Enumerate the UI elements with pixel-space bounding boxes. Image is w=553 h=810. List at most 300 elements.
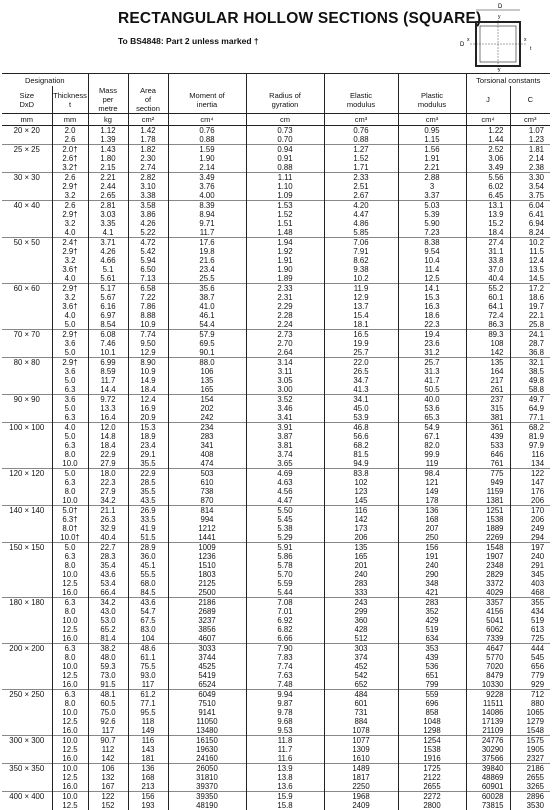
i-cell (168, 690, 246, 736)
cell-value: 90.7 (89, 736, 128, 745)
cell-value: 3530 (511, 801, 545, 810)
mass-cell (88, 395, 128, 423)
cell-value: 11.7 (247, 745, 324, 754)
zp-cell (398, 690, 466, 736)
cell-value: 27.9 (89, 487, 128, 496)
j-cell (466, 145, 510, 173)
cell-value: 167 (89, 782, 128, 791)
ze-cell (324, 173, 398, 201)
cell-value: 116 (129, 736, 168, 745)
cell-value: 95.5 (129, 708, 168, 717)
cell-value: 5.38 (247, 524, 324, 533)
ze-cell (324, 284, 398, 330)
cell-value: 428 (325, 625, 398, 634)
cell-value: 48190 (169, 801, 246, 810)
cell-value: 1548 (467, 543, 504, 552)
area-cell (128, 736, 168, 764)
cell-value: 7.74 (129, 330, 168, 339)
cell-value: 3.41 (247, 413, 324, 422)
r-cell (246, 173, 324, 201)
cell-value: 65.2 (89, 625, 128, 634)
cell-value: 5419 (169, 671, 246, 680)
cell-value: 3.38 (129, 191, 168, 200)
size-cell: 180 × 180 (2, 598, 52, 644)
cell-value: 452 (325, 662, 398, 671)
area-cell (128, 764, 168, 792)
cell-value: 83.0 (129, 625, 168, 634)
cell-value: 1.90 (169, 154, 246, 163)
size-cell: 120 × 120 (2, 469, 52, 506)
cell-value: 0.88 (169, 135, 246, 144)
cell-value: 1.23 (511, 135, 545, 144)
column-unit-j: cm⁴ (466, 114, 510, 126)
cell-value: 929 (511, 680, 545, 689)
cell-value: 25.7 (325, 348, 398, 357)
cell-value: 102 (325, 478, 398, 487)
cell-value: 5.22 (129, 228, 168, 237)
table-row (2, 126, 550, 145)
cell-value: 13480 (169, 726, 246, 735)
table-row (2, 423, 550, 469)
cell-value: 41.3 (325, 385, 398, 394)
cell-value: 156 (399, 543, 466, 552)
c-cell (510, 284, 550, 330)
cell-value: 2.33 (325, 173, 398, 182)
zp-cell (398, 543, 466, 598)
cell-value: 7.22 (129, 293, 168, 302)
cell-value: 26.3 (89, 515, 128, 524)
i-cell (168, 330, 246, 358)
cell-value: 39370 (169, 782, 246, 791)
cell-value: 25.8 (511, 320, 545, 329)
cell-value: 55.5 (129, 570, 168, 579)
cell-value: 1548 (511, 726, 545, 735)
cell-value: 3.71 (89, 238, 128, 247)
cell-value: 1.80 (89, 154, 128, 163)
mass-cell (88, 690, 128, 736)
cell-value: 32.1 (511, 358, 545, 367)
cell-value: 10.2 (511, 238, 545, 247)
cell-value: 57.9 (169, 330, 246, 339)
cell-value: 1381 (467, 496, 504, 505)
table-row (2, 145, 550, 173)
t-cell (52, 506, 88, 543)
cell-value: 3.91 (247, 423, 324, 432)
cell-value: 2409 (325, 801, 398, 810)
cell-value: 34.2 (89, 496, 128, 505)
cell-value: 6.3 (53, 441, 88, 450)
cell-value: 31810 (169, 773, 246, 782)
cell-value: 9.94 (247, 690, 324, 699)
column-header-j: J (466, 86, 510, 114)
cell-value: 30290 (467, 745, 504, 754)
cell-value: 7.23 (399, 228, 466, 237)
cell-value: 54.9 (399, 423, 466, 432)
cell-value: 5.42 (129, 247, 168, 256)
mass-cell (88, 284, 128, 330)
zp-cell (398, 358, 466, 395)
cell-value: 3.58 (129, 201, 168, 210)
t-cell (52, 330, 88, 358)
cell-value: 156 (129, 792, 168, 801)
cell-value: 13.5 (511, 265, 545, 274)
cell-value: 8.0 (53, 607, 88, 616)
r-cell (246, 201, 324, 238)
cell-value: 2327 (511, 754, 545, 763)
cell-value: 154 (169, 395, 246, 404)
area-cell (128, 506, 168, 543)
cell-value: 3.86 (129, 210, 168, 219)
cell-value: 12.5 (53, 745, 88, 754)
cell-value: 7020 (467, 662, 504, 671)
area-cell (128, 690, 168, 736)
cell-value: 2.38 (511, 163, 545, 172)
cell-value: 10330 (467, 680, 504, 689)
cell-value: 444 (511, 644, 545, 653)
cell-value: 4.0 (53, 228, 88, 237)
cell-value: 142 (325, 515, 398, 524)
cell-value: 23.6 (399, 339, 466, 348)
cell-value: 40.4 (467, 274, 504, 283)
cell-value: 8.24 (511, 228, 545, 237)
mass-cell (88, 644, 128, 690)
j-cell (466, 506, 510, 543)
t-cell (52, 395, 88, 423)
cell-value: 0.88 (247, 163, 324, 172)
cell-value: 13.9 (467, 210, 504, 219)
i-cell (168, 423, 246, 469)
cell-value: 142 (89, 754, 128, 763)
ze-cell (324, 423, 398, 469)
mass-cell (88, 238, 128, 284)
i-cell (168, 764, 246, 792)
cell-value: 333 (325, 588, 398, 597)
cell-value: 15.3 (399, 293, 466, 302)
cell-value: 7339 (467, 634, 504, 643)
cell-value: 949 (467, 478, 504, 487)
cell-value: 3033 (169, 644, 246, 653)
cell-value: 5.0 (53, 348, 88, 357)
size-cell: 150 × 150 (2, 543, 52, 598)
cell-value: 48.1 (89, 690, 128, 699)
table-row (2, 358, 550, 395)
cell-value: 3.30 (511, 173, 545, 182)
cell-value: 16.0 (53, 634, 88, 643)
cell-value: 3.06 (467, 154, 504, 163)
cell-value: 193 (129, 801, 168, 810)
ze-cell (324, 395, 398, 423)
t-cell (52, 145, 88, 173)
cell-value: 779 (511, 671, 545, 680)
cell-value: 206 (511, 515, 545, 524)
cell-value: 2.9† (53, 210, 88, 219)
cell-value: 1.94 (247, 238, 324, 247)
cell-value: 408 (169, 450, 246, 459)
cell-value: 355 (511, 598, 545, 607)
cell-value: 206 (511, 496, 545, 505)
cell-value: 61.2 (129, 690, 168, 699)
cell-value: 3.75 (511, 191, 545, 200)
cell-value: 64.9 (511, 404, 545, 413)
cell-value: 1.09 (247, 191, 324, 200)
ze-cell (324, 126, 398, 145)
j-cell (466, 469, 510, 506)
cell-value: 6.04 (511, 201, 545, 210)
t-cell (52, 238, 88, 284)
size-cell: 100 × 100 (2, 423, 52, 469)
cell-value: 3.03 (89, 210, 128, 219)
cell-value: 15.3 (129, 423, 168, 432)
ze-cell (324, 764, 398, 792)
cell-value: 43.6 (129, 598, 168, 607)
table-row (2, 690, 550, 736)
i-cell (168, 506, 246, 543)
cell-value: 8.39 (169, 201, 246, 210)
cell-value: 3.74 (247, 450, 324, 459)
cell-value: 2.0 (53, 126, 88, 135)
cell-value: 5.56 (467, 173, 504, 182)
t-cell (52, 543, 88, 598)
cell-value: 3.54 (511, 182, 545, 191)
c-cell (510, 173, 550, 201)
cell-value: 2.14 (511, 154, 545, 163)
t-cell (52, 644, 88, 690)
cell-value: 1.91 (247, 256, 324, 265)
cell-value: 1725 (399, 764, 466, 773)
cell-value: 82.0 (399, 441, 466, 450)
mass-cell (88, 506, 128, 543)
cell-value: 381 (467, 413, 504, 422)
cell-value: 4647 (467, 644, 504, 653)
cell-value: 20.9 (129, 413, 168, 422)
cell-value: 2896 (511, 792, 545, 801)
cell-value: 21.6 (169, 256, 246, 265)
t-cell (52, 736, 88, 764)
cell-value: 731 (325, 708, 398, 717)
cell-value: 46.8 (325, 423, 398, 432)
cell-value: 60.1 (467, 293, 504, 302)
mass-cell (88, 543, 128, 598)
zp-cell (398, 238, 466, 284)
mass-cell (88, 423, 128, 469)
c-cell (510, 469, 550, 506)
cell-value: 19630 (169, 745, 246, 754)
i-cell (168, 736, 246, 764)
cell-value: 145 (325, 496, 398, 505)
j-cell (466, 690, 510, 736)
cell-value: 421 (399, 588, 466, 597)
area-cell (128, 543, 168, 598)
cell-value: 2.74 (129, 163, 168, 172)
cell-value: 2.9† (53, 247, 88, 256)
cell-value: 117 (129, 680, 168, 689)
cell-value: 2.65 (89, 191, 128, 200)
cell-value: 9.78 (247, 708, 324, 717)
cell-value: 25.5 (169, 274, 246, 283)
cell-value: 4.0 (53, 311, 88, 320)
cell-value: 2.51 (325, 182, 398, 191)
cell-value: 19.9 (325, 339, 398, 348)
cell-value: 16150 (169, 736, 246, 745)
cell-value: 18.1 (325, 320, 398, 329)
j-cell (466, 764, 510, 792)
cell-value: 4525 (169, 662, 246, 671)
cell-value: 1.22 (467, 126, 504, 135)
cell-value: 26050 (169, 764, 246, 773)
cell-value: 1065 (511, 708, 545, 717)
cell-value: 5.78 (247, 561, 324, 570)
cell-value: 2.0† (53, 145, 88, 154)
r-cell (246, 330, 324, 358)
cell-value: 6524 (169, 680, 246, 689)
cell-value: 11.7 (169, 228, 246, 237)
cell-value: 2272 (399, 792, 466, 801)
zp-cell (398, 764, 466, 792)
cell-value: 28.5 (129, 478, 168, 487)
size-cell: 200 × 200 (2, 644, 52, 690)
column-unit-area: cm² (128, 114, 168, 126)
cell-value: 10.0 (53, 570, 88, 579)
cell-value: 3.2 (53, 293, 88, 302)
cell-value: 519 (511, 616, 545, 625)
cell-value: 32.9 (89, 524, 128, 533)
cell-value: 16.5 (325, 330, 398, 339)
cell-value: 10.1 (89, 348, 128, 357)
cell-value: 8.54 (89, 320, 128, 329)
cell-value: 0.94 (247, 145, 324, 154)
cell-value: 294 (511, 533, 545, 542)
cell-value: 2.15 (89, 163, 128, 172)
ze-cell (324, 792, 398, 810)
cell-value: 46.1 (169, 311, 246, 320)
size-cell: 90 × 90 (2, 395, 52, 423)
cell-value: 5.59 (247, 579, 324, 588)
cell-value: 2.31 (247, 293, 324, 302)
cell-value: 13.7 (325, 302, 398, 311)
cell-value: 3.14 (247, 358, 324, 367)
cell-value: 3.6 (53, 339, 88, 348)
cell-value: 1.11 (247, 173, 324, 182)
zp-cell (398, 173, 466, 201)
cell-value: 53.9 (325, 413, 398, 422)
j-cell (466, 598, 510, 644)
cell-value: 5.03 (399, 201, 466, 210)
cell-value: 22.0 (325, 358, 398, 367)
cell-value: 28.9 (129, 543, 168, 552)
size-cell: 300 × 300 (2, 736, 52, 764)
cell-value: 122 (89, 792, 128, 801)
cell-value: 799 (399, 680, 466, 689)
cell-value: 117 (89, 726, 128, 735)
cell-value: 8.62 (325, 256, 398, 265)
c-cell (510, 358, 550, 395)
i-cell (168, 644, 246, 690)
cell-value: 122 (511, 469, 545, 478)
cell-value: 92.6 (89, 717, 128, 726)
cell-value: 3.49 (169, 173, 246, 182)
cell-value: 106 (169, 367, 246, 376)
cell-value: 14.8 (89, 432, 128, 441)
cell-value: 53.6 (399, 404, 466, 413)
cell-value: 3237 (169, 616, 246, 625)
cell-value: 2122 (399, 773, 466, 782)
j-cell (466, 126, 510, 145)
cell-value: 26.5 (325, 367, 398, 376)
ze-cell (324, 469, 398, 506)
cell-value: 91.5 (89, 680, 128, 689)
cell-value: 3.37 (399, 191, 466, 200)
cell-value: 31.2 (399, 348, 466, 357)
torsional-header: Torsional constants (466, 74, 550, 87)
cell-value: 5.0 (53, 320, 88, 329)
cell-value: 3.05 (247, 376, 324, 385)
cell-value: 11511 (467, 699, 504, 708)
cell-value: 360 (325, 616, 398, 625)
cell-value: 68.0 (129, 579, 168, 588)
cell-value: 2.9† (53, 358, 88, 367)
cell-value: 4029 (467, 588, 504, 597)
cell-value: 11.9 (325, 284, 398, 293)
zp-cell (398, 469, 466, 506)
cell-value: 3372 (467, 579, 504, 588)
mass-cell (88, 173, 128, 201)
cell-value: 1.51 (247, 219, 324, 228)
designation-header: Designation (2, 74, 88, 87)
cell-value: 12.4 (129, 395, 168, 404)
zp-cell (398, 423, 466, 469)
cell-value: 6049 (169, 690, 246, 699)
cell-value: 6.45 (467, 191, 504, 200)
r-cell (246, 126, 324, 145)
r-cell (246, 284, 324, 330)
cell-value: 10.2 (325, 274, 398, 283)
column-unit-mass: kg (88, 114, 128, 126)
cell-value: 283 (169, 432, 246, 441)
cell-value: 22.9 (89, 450, 128, 459)
cell-value: 168 (129, 773, 168, 782)
cell-value: 403 (511, 579, 545, 588)
table-row (2, 543, 550, 598)
cell-value: 1298 (399, 726, 466, 735)
table-row (2, 173, 550, 201)
cell-value: 1212 (169, 524, 246, 533)
cell-value: 142 (467, 348, 504, 357)
cell-value: 135 (325, 543, 398, 552)
c-cell (510, 690, 550, 736)
cell-value: 283 (399, 598, 466, 607)
cell-value: 11.8 (247, 736, 324, 745)
j-cell (466, 330, 510, 358)
cell-value: 9.87 (247, 699, 324, 708)
column-header-gyration: Radius of gyration (246, 86, 324, 114)
cell-value: 60028 (467, 792, 504, 801)
cell-value: 3.49 (467, 163, 504, 172)
cell-value: 761 (467, 459, 504, 468)
cell-value: 17139 (467, 717, 504, 726)
cell-value: 2.21 (89, 173, 128, 182)
cell-value: 237 (467, 395, 504, 404)
cell-value: 41.0 (169, 302, 246, 311)
mass-cell (88, 358, 128, 395)
cell-value: 60.5 (89, 699, 128, 708)
cell-value: 18.6 (399, 311, 466, 320)
cell-value: 1.53 (247, 201, 324, 210)
cell-value: 4.56 (247, 487, 324, 496)
j-cell (466, 284, 510, 330)
cell-value: 6.66 (247, 634, 324, 643)
cell-value: 16.0 (53, 588, 88, 597)
cell-value: 712 (511, 690, 545, 699)
